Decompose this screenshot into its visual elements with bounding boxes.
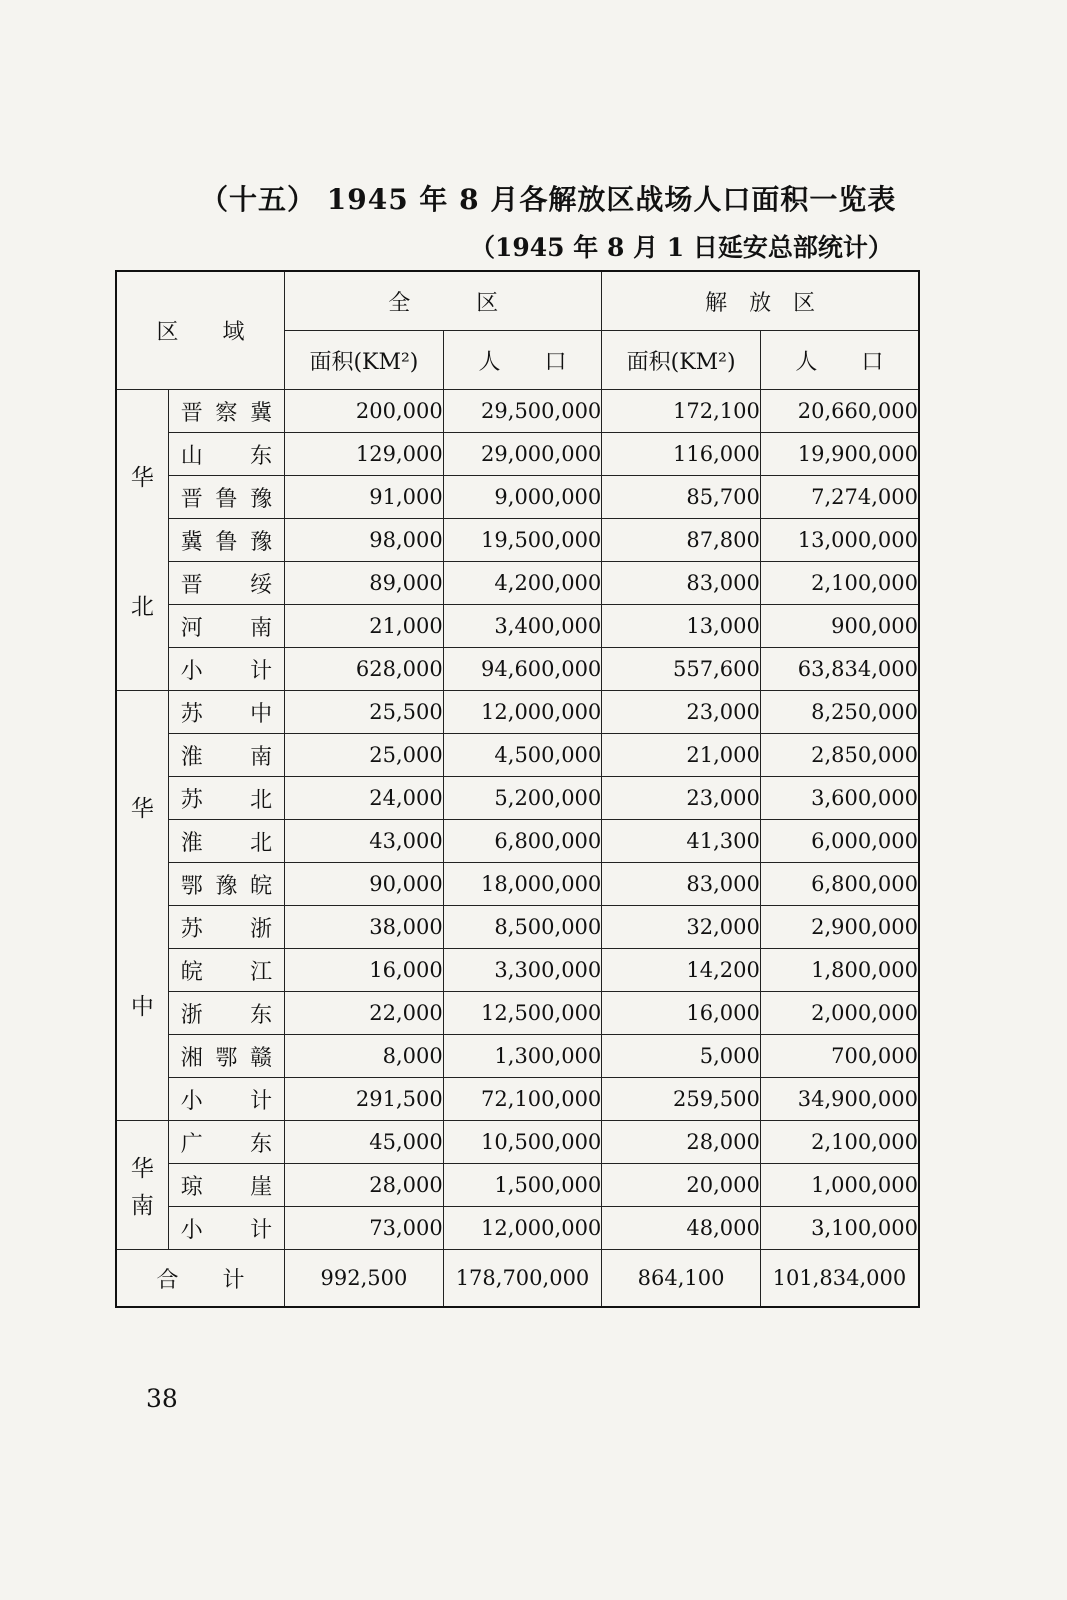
label-char: 江 [250,959,273,985]
label-char: 鄂 [215,1045,238,1071]
label-char: 崖 [250,1174,273,1200]
label-char: 计 [250,1088,273,1114]
cell-whole-pop: 12,000,000 [443,1207,602,1250]
cell-lib-area: 14,200 [602,949,761,992]
subregion-name [168,863,284,906]
label-char: 小 [180,1217,203,1243]
cell-lib-area: 48,000 [602,1207,761,1250]
cell-whole-area: 98,000 [285,519,444,562]
cell-lib-area: 83,000 [602,562,761,605]
label-char: 苏 [180,701,203,727]
subregion-name [168,820,284,863]
subregion-name [168,562,284,605]
label-char: 豫 [250,529,273,555]
cell-whole-pop: 6,800,000 [443,820,602,863]
cell-whole-area: 129,000 [285,433,444,476]
cell-lib-area: 83,000 [602,863,761,906]
subregion-name [168,605,284,648]
cell-whole-area: 21,000 [285,605,444,648]
label-char: 皖 [180,959,203,985]
liberated-areas-table [115,270,920,1308]
subregion-label [169,568,284,599]
table-row [116,648,919,691]
label-char: 计 [250,658,273,684]
table-row [116,906,919,949]
table-row [116,562,919,605]
cell-lib-pop: 19,900,000 [760,433,919,476]
cell-lib-pop: 2,900,000 [760,906,919,949]
header-region: 区 域 [116,271,285,390]
label-char: 苏 [180,787,203,813]
label-char: 广 [180,1131,203,1157]
cell-lib-pop: 20,660,000 [760,390,919,433]
total-lib-area: 864,100 [602,1250,761,1308]
region-group-char: 北 [130,593,154,620]
label-char: 湘 [180,1045,203,1071]
header-liberated-area: 解 放 区 [602,271,919,331]
subregion-name [168,691,284,734]
region-group-char: 中 [130,994,154,1020]
cell-whole-pop: 94,600,000 [443,648,602,691]
cell-whole-area: 25,500 [285,691,444,734]
table-row [116,1207,919,1250]
label-char: 豫 [250,486,273,512]
label-char: 淮 [180,744,203,770]
cell-whole-area: 8,000 [285,1035,444,1078]
region-group-label [116,390,168,691]
cell-whole-pop: 3,400,000 [443,605,602,648]
region-group-char: 南 [130,1192,154,1219]
label-char: 计 [250,1217,273,1243]
subregion-label [169,1127,284,1158]
page-number: 38 [146,1384,178,1413]
subregion-name [168,734,284,777]
cell-whole-pop: 5,200,000 [443,777,602,820]
label-char: 淮 [180,830,203,856]
table-row [116,949,919,992]
label-char: 东 [250,443,273,469]
cell-lib-area: 5,000 [602,1035,761,1078]
header-whole-population: 人 口 [443,331,602,390]
cell-lib-pop: 900,000 [760,605,919,648]
cell-lib-pop: 6,800,000 [760,863,919,906]
subregion-label [169,482,284,513]
subregion-name [168,777,284,820]
subregion-label [169,1041,284,1072]
subregion-name [168,433,284,476]
table-row [116,992,919,1035]
cell-lib-pop: 7,274,000 [760,476,919,519]
cell-lib-area: 20,000 [602,1164,761,1207]
label-char: 赣 [250,1045,273,1071]
label-char: 河 [180,615,203,641]
table-body [116,390,919,1308]
cell-whole-area: 89,000 [285,562,444,605]
cell-whole-area: 38,000 [285,906,444,949]
table-title: （十五） 1945 年 8 月各解放区战场人口面积一览表 [200,183,897,216]
table-row [116,691,919,734]
cell-whole-area: 90,000 [285,863,444,906]
total-row [116,1250,919,1308]
cell-lib-pop: 8,250,000 [760,691,919,734]
subregion-label [169,783,284,814]
subregion-name [168,476,284,519]
cell-whole-area: 25,000 [285,734,444,777]
cell-lib-pop: 34,900,000 [760,1078,919,1121]
label-char: 苏 [180,916,203,942]
subregion-label [169,697,284,728]
cell-whole-pop: 12,500,000 [443,992,602,1035]
label-char: 绥 [250,572,273,598]
subregion-name [168,1164,284,1207]
region-group-char: 华 [130,1156,154,1183]
subregion-name [168,1207,284,1250]
table-row [116,820,919,863]
table-row [116,519,919,562]
cell-lib-pop: 1,000,000 [760,1164,919,1207]
label-char: 南 [250,744,273,770]
label-char: 晋 [180,486,203,512]
label-char: 浙 [180,1002,203,1028]
label-char: 东 [250,1131,273,1157]
cell-whole-area: 24,000 [285,777,444,820]
header-liberated-area-km2: 面积(KM²) [602,331,761,390]
cell-whole-pop: 1,300,000 [443,1035,602,1078]
cell-whole-area: 43,000 [285,820,444,863]
cell-whole-pop: 3,300,000 [443,949,602,992]
label-char: 冀 [180,529,203,555]
label-char: 鲁 [215,529,238,555]
label-char: 山 [180,443,203,469]
table-row [116,1121,919,1164]
cell-whole-area: 16,000 [285,949,444,992]
cell-lib-pop: 2,000,000 [760,992,919,1035]
cell-lib-pop: 13,000,000 [760,519,919,562]
cell-whole-pop: 19,500,000 [443,519,602,562]
cell-whole-pop: 4,500,000 [443,734,602,777]
subregion-label [169,955,284,986]
region-group-label [116,1121,168,1250]
label-char: 察 [215,400,238,426]
cell-whole-pop: 9,000,000 [443,476,602,519]
subregion-name [168,992,284,1035]
cell-lib-pop: 2,100,000 [760,562,919,605]
subregion-label [169,1084,284,1115]
cell-whole-area: 291,500 [285,1078,444,1121]
table-row [116,1164,919,1207]
cell-lib-area: 21,000 [602,734,761,777]
subregion-name [168,519,284,562]
header-whole-area-km2: 面积(KM²) [285,331,444,390]
cell-lib-pop: 6,000,000 [760,820,919,863]
table-row [116,734,919,777]
label-char: 北 [250,830,273,856]
label-char: 北 [250,787,273,813]
cell-lib-area: 116,000 [602,433,761,476]
cell-lib-pop: 3,600,000 [760,777,919,820]
cell-whole-area: 22,000 [285,992,444,1035]
label-char: 豫 [215,873,238,899]
subregion-name [168,906,284,949]
subregion-label [169,1170,284,1201]
label-char: 鲁 [215,486,238,512]
cell-lib-area: 23,000 [602,691,761,734]
cell-lib-area: 85,700 [602,476,761,519]
label-char: 晋 [180,572,203,598]
label-char: 南 [250,615,273,641]
subregion-name [168,949,284,992]
cell-whole-area: 28,000 [285,1164,444,1207]
total-whole-area: 992,500 [285,1250,444,1308]
total-label: 合 计 [116,1250,285,1308]
subregion-label [169,869,284,900]
label-char: 冀 [250,400,273,426]
header-liberated-population: 人 口 [760,331,919,390]
label-char: 皖 [250,873,273,899]
cell-whole-area: 91,000 [285,476,444,519]
subregion-label [169,611,284,642]
table-row [116,777,919,820]
subregion-name [168,390,284,433]
cell-whole-area: 200,000 [285,390,444,433]
region-group-label [116,691,168,1121]
subregion-label [169,525,284,556]
cell-lib-pop: 63,834,000 [760,648,919,691]
cell-whole-area: 628,000 [285,648,444,691]
cell-lib-area: 557,600 [602,648,761,691]
subregion-name [168,648,284,691]
cell-lib-area: 41,300 [602,820,761,863]
cell-whole-pop: 8,500,000 [443,906,602,949]
table-row [116,863,919,906]
table-row [116,605,919,648]
cell-whole-pop: 10,500,000 [443,1121,602,1164]
subregion-label [169,998,284,1029]
cell-lib-area: 28,000 [602,1121,761,1164]
table-row [116,1035,919,1078]
subregion-name [168,1121,284,1164]
subregion-label [169,439,284,470]
header-whole-area: 全 区 [285,271,602,331]
cell-lib-area: 16,000 [602,992,761,1035]
subregion-label [169,654,284,685]
cell-whole-pop: 4,200,000 [443,562,602,605]
subregion-label [169,740,284,771]
total-whole-pop: 178,700,000 [443,1250,602,1308]
subregion-name [168,1035,284,1078]
cell-lib-pop: 2,850,000 [760,734,919,777]
cell-lib-area: 259,500 [602,1078,761,1121]
table-row [116,390,919,433]
subregion-label [169,1213,284,1244]
subregion-name [168,1078,284,1121]
cell-whole-area: 73,000 [285,1207,444,1250]
cell-lib-area: 172,100 [602,390,761,433]
cell-lib-pop: 2,100,000 [760,1121,919,1164]
cell-lib-area: 13,000 [602,605,761,648]
subregion-label [169,396,284,427]
cell-lib-area: 87,800 [602,519,761,562]
label-char: 小 [180,658,203,684]
label-char: 东 [250,1002,273,1028]
region-group-char: 华 [130,465,154,492]
cell-whole-pop: 1,500,000 [443,1164,602,1207]
label-char: 小 [180,1088,203,1114]
table-row [116,1078,919,1121]
subregion-label [169,826,284,857]
table-row [116,476,919,519]
cell-lib-pop: 3,100,000 [760,1207,919,1250]
label-char: 晋 [180,400,203,426]
cell-whole-pop: 29,000,000 [443,433,602,476]
label-char: 鄂 [180,873,203,899]
label-char: 琼 [180,1174,203,1200]
cell-whole-pop: 29,500,000 [443,390,602,433]
cell-lib-pop: 700,000 [760,1035,919,1078]
cell-whole-pop: 18,000,000 [443,863,602,906]
subregion-label [169,912,284,943]
total-lib-pop: 101,834,000 [760,1250,919,1308]
header-row-top [116,271,919,331]
region-group-char: 华 [130,796,154,822]
cell-whole-area: 45,000 [285,1121,444,1164]
cell-whole-pop: 12,000,000 [443,691,602,734]
label-char: 浙 [250,916,273,942]
cell-whole-pop: 72,100,000 [443,1078,602,1121]
cell-lib-pop: 1,800,000 [760,949,919,992]
table-row [116,433,919,476]
cell-lib-area: 23,000 [602,777,761,820]
table-subtitle: （1945 年 8 月 1 日延安总部统计） [470,233,893,262]
label-char: 中 [250,701,273,727]
cell-lib-area: 32,000 [602,906,761,949]
